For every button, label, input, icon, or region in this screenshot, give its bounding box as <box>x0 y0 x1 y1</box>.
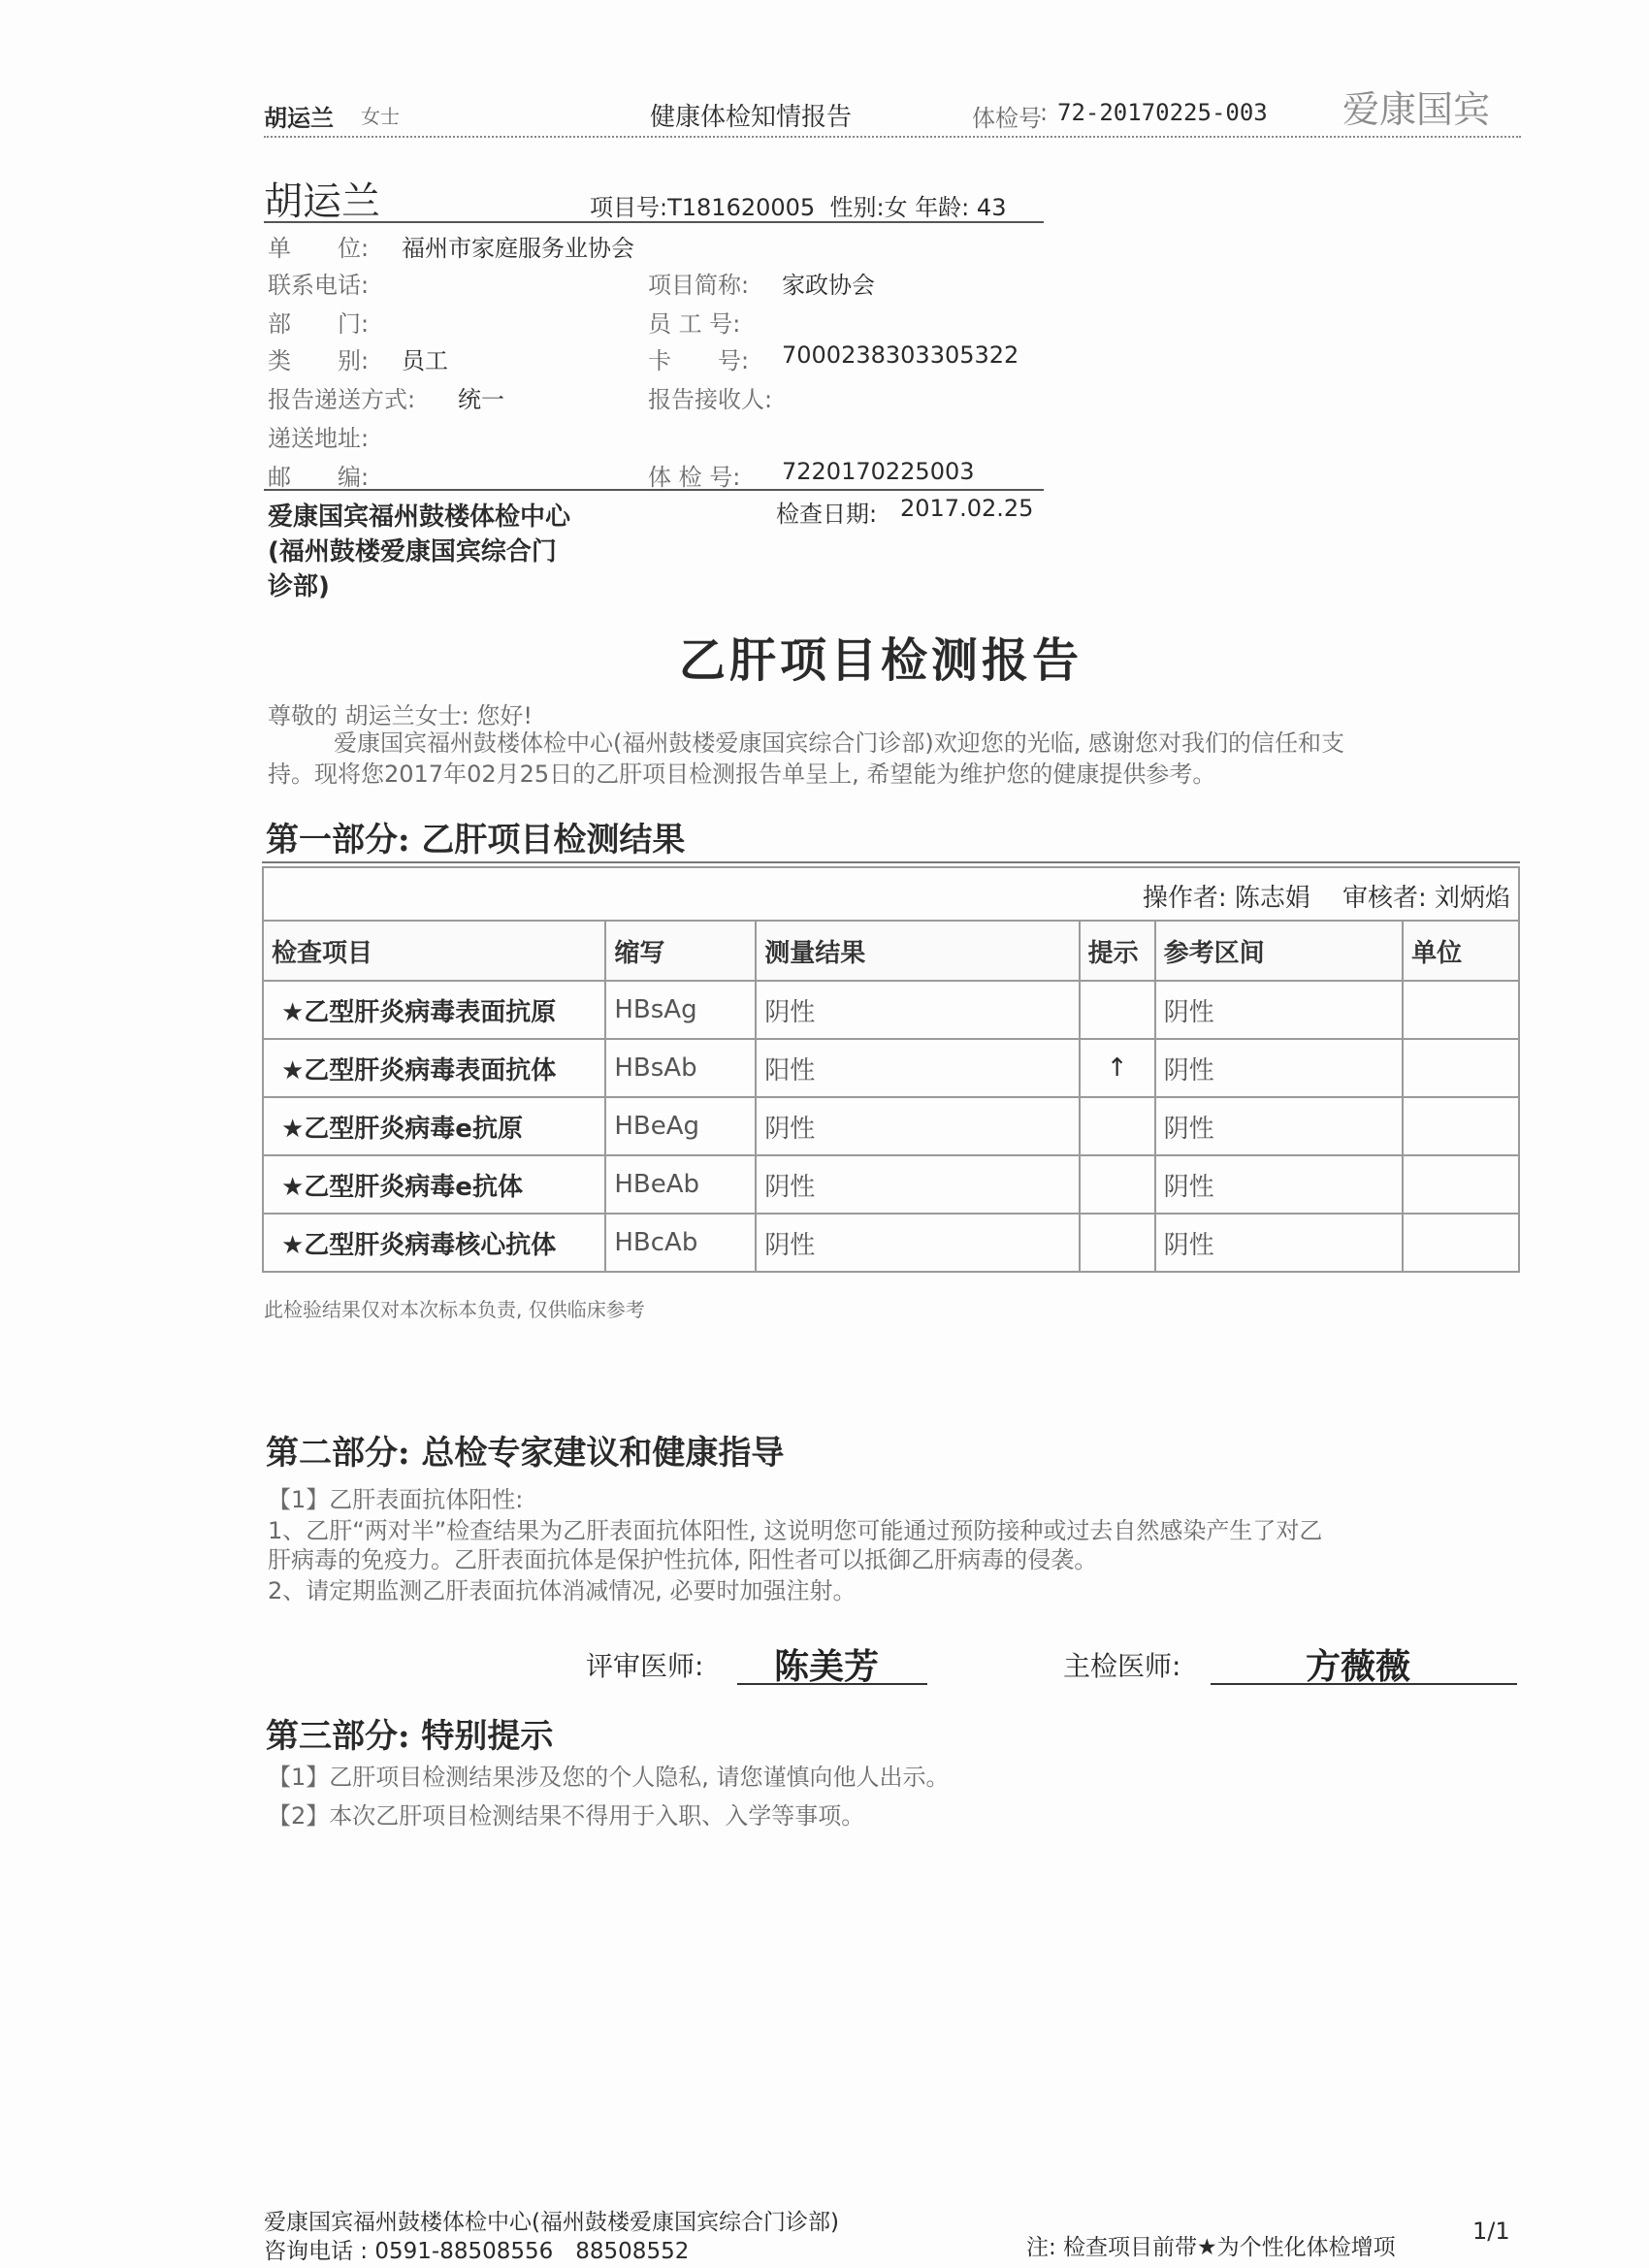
intro-line2: 持。现将您2017年02月25日的乙肝项目检测报告单呈上, 希望能为维护您的健康提供参考。 <box>268 761 1216 788</box>
reviewer-doctor-signature: 陈美芳 <box>774 1646 880 1687</box>
project-no-label: 项目号: <box>590 194 668 221</box>
dept-label: 部 门: <box>268 310 370 338</box>
col-header-result: 测量结果 <box>756 921 1079 981</box>
brand-logo: 爱康国宾 <box>1342 88 1491 131</box>
center-line2: (福州鼓楼爱康国宾综合门 <box>268 537 557 567</box>
part2-line1: 1、乙肝“两对半”检查结果为乙肝表面抗体阳性, 这说明您可能通过预防接种或过去自然感染产生了对乙 <box>268 1517 1323 1544</box>
patient-name-large: 胡运兰 <box>264 179 380 224</box>
reviewer-name: 刘炳焰 <box>1434 884 1510 913</box>
unit-label: 单 位: <box>268 235 370 262</box>
gender: 女 <box>884 194 908 221</box>
row-unit <box>1403 981 1519 1039</box>
row-item: ★乙型肝炎病毒e抗体 <box>263 1155 605 1214</box>
row-result: 阴性 <box>756 1214 1079 1272</box>
col-header-unit: 单位 <box>1403 921 1519 981</box>
patient-bottom-rule <box>264 489 1044 491</box>
header-honorific: 女士 <box>361 105 400 128</box>
age: 43 <box>976 194 1007 221</box>
part1-rule <box>262 861 1520 863</box>
row-abbr: HBeAb <box>605 1155 756 1214</box>
row-abbr: HBsAb <box>605 1039 756 1097</box>
card-label: 卡 号: <box>648 347 750 374</box>
part2-line2: 肝病毒的免疫力。乙肝表面抗体是保护性抗体, 阳性者可以抵御乙肝病毒的侵袭。 <box>268 1546 1098 1573</box>
chief-signature-line <box>1211 1683 1517 1685</box>
operator-name: 陈志娟 <box>1234 884 1310 913</box>
gender-label: 性别: <box>829 194 885 221</box>
category-label: 类 别: <box>268 347 370 374</box>
exam-date-label: 检查日期: <box>776 501 878 528</box>
unit-value: 福州市家庭服务业协会 <box>402 235 634 262</box>
address-label: 递送地址: <box>268 425 370 452</box>
row-abbr: HBcAb <box>605 1214 756 1272</box>
age-label: 年龄: <box>915 194 970 221</box>
header-exam-no-label: 体检号 <box>972 105 1042 132</box>
delivery-value: 统一 <box>458 386 504 413</box>
footer-note: 注: 检查项目前带★为个性化体检增项 <box>1026 2235 1396 2260</box>
footer-phone: 0591-88508556 88508552 <box>374 2239 690 2264</box>
col-header-abbr: 缩写 <box>605 921 756 981</box>
card-no: 7000238303305322 <box>782 341 1019 369</box>
part3-heading: 第三部分: 特别提示 <box>266 1717 554 1756</box>
table-row <box>263 1039 1519 1097</box>
col-header-item: 检查项目 <box>263 921 605 981</box>
delivery-label: 报告递送方式: <box>268 386 416 413</box>
row-abbr: HBsAg <box>605 981 756 1039</box>
patient-top-rule <box>264 221 1044 223</box>
project-no: T181620005 <box>667 194 816 221</box>
row-ref: 阴性 <box>1155 1155 1404 1214</box>
row-item: ★乙型肝炎病毒核心抗体 <box>263 1214 605 1272</box>
center-line1: 爱康国宾福州鼓楼体检中心 <box>268 502 571 532</box>
exam-no2-label: 体 检 号: <box>648 464 741 491</box>
center-line3: 诊部) <box>268 572 330 601</box>
results-table <box>262 920 1520 1273</box>
row-unit <box>1403 1039 1519 1097</box>
project-name-value: 家政协会 <box>782 272 875 299</box>
footer-phone-label: 咨询电话 : <box>264 2239 369 2264</box>
row-abbr: HBeAg <box>605 1097 756 1155</box>
project-name-label: 项目简称: <box>648 272 750 299</box>
part1-note: 此检验结果仅对本次标本负责, 仅供临床参考 <box>264 1298 645 1321</box>
operator-label: 操作者: <box>1142 884 1227 913</box>
part2-line3: 2、请定期监测乙肝表面抗体消减情况, 必要时加强注射。 <box>268 1577 857 1604</box>
part2-heading: 第二部分: 总检专家建议和健康指导 <box>266 1434 785 1473</box>
operators-bar <box>262 866 1520 920</box>
receiver-label: 报告接收人: <box>648 386 773 413</box>
row-item: ★乙型肝炎病毒表面抗体 <box>263 1039 605 1097</box>
page-number: 1/1 <box>1472 2218 1510 2245</box>
reviewer-doctor-label: 评审医师: <box>586 1650 704 1682</box>
table-row <box>263 981 1519 1039</box>
row-flag <box>1080 1214 1155 1272</box>
part1-heading: 第一部分: 乙肝项目检测结果 <box>266 821 686 859</box>
row-ref: 阴性 <box>1155 1214 1404 1272</box>
part3-line2: 【2】本次乙肝项目检测结果不得用于入职、入学等事项。 <box>268 1802 865 1830</box>
row-result: 阳性 <box>756 1039 1079 1097</box>
row-ref: 阴性 <box>1155 1097 1404 1155</box>
row-ref: 阴性 <box>1155 1039 1404 1097</box>
footer-center: 爱康国宾福州鼓楼体检中心(福州鼓楼爱康国宾综合门诊部) <box>264 2210 839 2235</box>
employee-no-label: 员 工 号: <box>648 310 741 338</box>
table-row <box>263 1155 1519 1214</box>
row-unit <box>1403 1155 1519 1214</box>
row-flag <box>1080 1155 1155 1214</box>
phone-label: 联系电话: <box>268 272 370 299</box>
intro-line1: 爱康国宾福州鼓楼体检中心(福州鼓楼爱康国宾综合门诊部)欢迎您的光临, 感谢您对我们的信任和支 <box>334 729 1344 757</box>
row-unit <box>1403 1214 1519 1272</box>
greeting: 尊敬的 胡运兰女士: 您好! <box>268 702 533 729</box>
header-exam-no: 72-20170225-003 <box>1057 99 1268 126</box>
header-name: 胡运兰 <box>264 105 334 132</box>
row-item: ★乙型肝炎病毒e抗原 <box>263 1097 605 1155</box>
col-header-flag: 提示 <box>1080 921 1155 981</box>
row-result: 阴性 <box>756 981 1079 1039</box>
exam-date: 2017.02.25 <box>900 495 1034 522</box>
chief-doctor-signature: 方薇薇 <box>1306 1646 1411 1687</box>
table-row <box>263 1097 1519 1155</box>
chief-doctor-label: 主检医师: <box>1063 1650 1181 1682</box>
header-report-title: 健康体检知情报告 <box>650 103 853 132</box>
row-result: 阴性 <box>756 1155 1079 1214</box>
row-flag <box>1080 981 1155 1039</box>
row-item: ★乙型肝炎病毒表面抗原 <box>263 981 605 1039</box>
results-header-row <box>263 921 1519 981</box>
category-value: 员工 <box>402 347 448 374</box>
row-flag-up-arrow-icon: ↑ <box>1080 1039 1155 1097</box>
report-page: 胡运兰 女士 健康体检知情报告 体检号 : 72-20170225-003 爱康国宾 胡运兰 项目号:T181620005 性别:女 年龄: 43 单 位: 福州市家庭服务业协会 联系电话: 项目简称: 家政协会 部 门: 员 工 号: 类 别: 员工 卡 号: 7000238303305322 报告递送方式: 统一 报告接收人: 递送地址: 邮 编: 体 检 号: 7220170225003 爱康国宾福州鼓楼体检中心 (福州鼓楼爱康国宾综合门 诊部) 检查日期: 2017.02.25 乙肝项目检测报告 尊敬的 胡运兰女士: 您好! 爱康国宾福州鼓楼体检中心(福州鼓楼爱康国宾综合门诊部)欢迎您的光临, 感谢您对我们的信任和支 持。现将您2017年02月25日的乙肝项目检测报告单呈上, 希望能为维护您的健康提供参考。 第一部分: 乙肝项目检测结果 操作者: 陈志娟 审核者: 刘炳焰 检查项目 缩写 测量结果 提示 参考区间 单位 ★乙型肝炎病毒表面抗原 HBsAg 阴性 阴性 ★乙型肝炎病毒表面抗体 HBsAb 阳性 ↑ 阴性 ★乙型肝炎病毒e抗原 HBeAg 阴性 阴性 ★乙型肝炎病毒e抗体 HBeAb 阴性 阴性 ★乙型肝炎病毒核心抗体 HBcAb 阴性 阴性 此检验结果仅对本次标本负责, 仅供临床参考 第二部分: 总检专家建议和健康指导 【1】乙肝表面抗体阳性: 1、乙肝“两对半”检查结果为乙肝表面抗体阳性, 这说明您可能通过预防接种或过去自然感染产生了对乙 肝病毒的免疫力。乙肝表面抗体是保护性抗体, 阳性者可以抵御乙肝病毒的侵袭。 2、请定期监测乙肝表面抗体消减情况, 必要时加强注射。 评审医师: 陈美芳 主检医师: 方薇薇 第三部分: 特别提示 【1】乙肝项目检测结果涉及您的个人隐私, 请您谨慎向他人出示。 【2】本次乙肝项目检测结果不得用于入职、入学等事项。 爱康国宾福州鼓楼体检中心(福州鼓楼爱康国宾综合门诊部) 咨询电话 : 0591-88508556 88508552 注: 检查项目前带★为个性化体检增项 1/1 <box>0 0 1649 2268</box>
row-unit <box>1403 1097 1519 1155</box>
row-ref: 阴性 <box>1155 981 1404 1039</box>
row-flag <box>1080 1097 1155 1155</box>
header-divider <box>264 136 1521 138</box>
report-title: 乙肝项目检测报告 <box>679 633 1083 688</box>
reviewer-label: 审核者: <box>1342 884 1427 913</box>
reviewer-signature-line <box>737 1683 927 1685</box>
col-header-ref: 参考区间 <box>1155 921 1404 981</box>
exam-no2-value: 7220170225003 <box>782 458 975 485</box>
postcode-label: 邮 编: <box>268 464 370 491</box>
part3-line1: 【1】乙肝项目检测结果涉及您的个人隐私, 请您谨慎向他人出示。 <box>268 1764 950 1791</box>
row-result: 阴性 <box>756 1097 1079 1155</box>
part2-subheading: 【1】乙肝表面抗体阳性: <box>268 1486 524 1513</box>
table-row <box>263 1214 1519 1272</box>
